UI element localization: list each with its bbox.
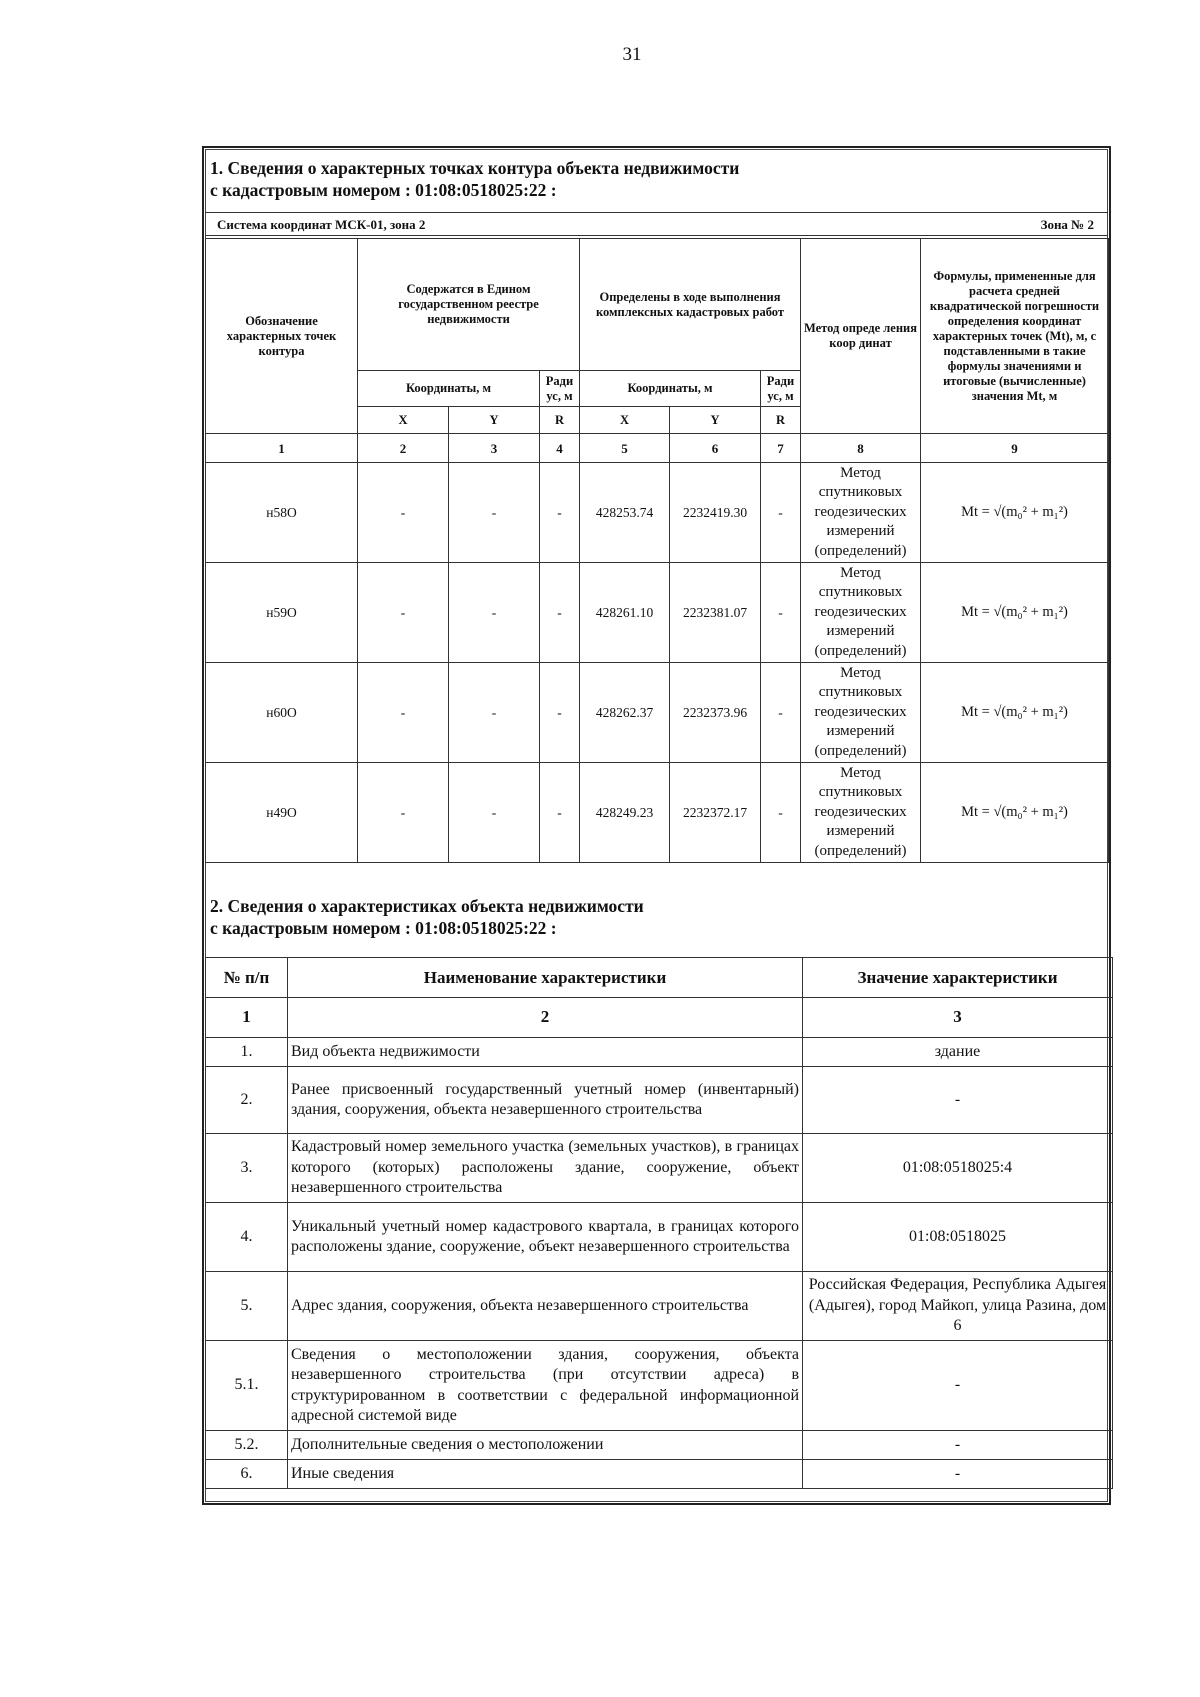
table-row: [206, 763, 1109, 863]
row-num: 5.: [206, 1272, 288, 1341]
header-radius-egrn: Ради ус, м: [540, 371, 580, 407]
egrn-x: -: [358, 663, 449, 763]
header-radius-complex: Ради ус, м: [761, 371, 801, 407]
row-value: 01:08:0518025:4: [803, 1134, 1113, 1203]
complex-r: -: [761, 663, 801, 763]
col-number: 2: [358, 434, 449, 463]
header-formula: Формулы, примененные для расчета средней квадратической погрешности определения координат характерных точек (Mt), м, с подставленными в такие формулы значениями и итоговые (вычисленные) значения Mt, м: [921, 239, 1109, 434]
header-r-egrn: R: [540, 407, 580, 434]
method-cell: Метод спутниковых геодезических измерений (определений): [801, 663, 921, 763]
row-num: 6.: [206, 1460, 288, 1489]
egrn-y: -: [449, 663, 540, 763]
complex-x: 428253.74: [580, 463, 670, 563]
header-num: № п/п: [206, 958, 288, 998]
method-cell: Метод спутниковых геодезических измерений (определений): [801, 463, 921, 563]
complex-r: -: [761, 763, 801, 863]
table-row: [206, 463, 1109, 563]
egrn-x: -: [358, 563, 449, 663]
col-number: 5: [580, 434, 670, 463]
table-row: [206, 1067, 1113, 1134]
row-name: Кадастровый номер земельного участка (земельных участков), в границах которого (которых) расположены здание, сооружение, объект незавершенного строительства: [288, 1134, 803, 1203]
zone-label: Зона № 2: [1040, 217, 1094, 232]
col-number: 8: [801, 434, 921, 463]
row-value: 01:08:0518025: [803, 1203, 1113, 1272]
egrn-y: -: [449, 763, 540, 863]
method-cell: Метод спутниковых геодезических измерений (определений): [801, 763, 921, 863]
row-name: Сведения о местоположении здания, сооружения, объекта незавершенного строительства (при отсутствии адреса) в структурированном в соответствии с федеральной информационной адресной системой виде: [288, 1341, 803, 1431]
row-num: 4.: [206, 1203, 288, 1272]
col-number: 3: [803, 998, 1113, 1038]
formula-cell: Mt = √(m₀² + m₁²): [921, 463, 1109, 563]
row-value: -: [803, 1460, 1113, 1489]
header-r-complex: R: [761, 407, 801, 434]
section2-title-line1: 2. Сведения о характеристиках объекта недвижимости: [210, 896, 644, 916]
header-x-complex: X: [580, 407, 670, 434]
row-name: Уникальный учетный номер кадастрового квартала, в границах которого расположены здание, сооружение, объект незавершенного строительства: [288, 1203, 803, 1272]
header-y-egrn: Y: [449, 407, 540, 434]
egrn-r: -: [540, 563, 580, 663]
table-row: [206, 1038, 1113, 1067]
header-value: Значение характеристики: [803, 958, 1113, 998]
col-number: 6: [670, 434, 761, 463]
complex-x: 428249.23: [580, 763, 670, 863]
point-id: н60О: [206, 663, 358, 763]
section1-title-line1: 1. Сведения о характерных точках контура объекта недвижимости: [210, 158, 740, 178]
col-number: 1: [206, 434, 358, 463]
col-number: 1: [206, 998, 288, 1038]
row-name: Ранее присвоенный государственный учетный номер (инвентарный) здания, сооружения, объекта незавершенного строительства: [288, 1067, 803, 1134]
complex-x: 428262.37: [580, 663, 670, 763]
row-value: -: [803, 1341, 1113, 1431]
section1-title-line2: с кадастровым номером : 01:08:0518025:22 :: [210, 180, 557, 200]
coord-system-line: [205, 212, 1108, 236]
point-id: н49О: [206, 763, 358, 863]
egrn-x: -: [358, 763, 449, 863]
section2-title-line2: с кадастровым номером : 01:08:0518025:22 :: [210, 918, 557, 938]
egrn-r: -: [540, 463, 580, 563]
complex-y: 2232419.30: [670, 463, 761, 563]
complex-r: -: [761, 563, 801, 663]
row-name: Адрес здания, сооружения, объекта незавершенного строительства: [288, 1272, 803, 1341]
row-value: здание: [803, 1038, 1113, 1067]
table-row: [206, 663, 1109, 763]
header-y-complex: Y: [670, 407, 761, 434]
point-id: н58О: [206, 463, 358, 563]
header-x-egrn: X: [358, 407, 449, 434]
formula-cell: Mt = √(m₀² + m₁²): [921, 663, 1109, 763]
row-value: -: [803, 1431, 1113, 1460]
complex-x: 428261.10: [580, 563, 670, 663]
col-number: 9: [921, 434, 1109, 463]
egrn-y: -: [449, 463, 540, 563]
method-cell: Метод спутниковых геодезических измерений (определений): [801, 563, 921, 663]
row-name: Вид объекта недвижимости: [288, 1038, 803, 1067]
coord-system: Система координат МСК-01, зона 2: [217, 217, 426, 232]
table-row: [206, 1134, 1113, 1203]
row-num: 1.: [206, 1038, 288, 1067]
header-complex: Определены в ходе выполнения комплексных кадастровых работ: [580, 239, 801, 371]
complex-y: 2232372.17: [670, 763, 761, 863]
formula-cell: Mt = √(m₀² + m₁²): [921, 763, 1109, 863]
row-num: 5.2.: [206, 1431, 288, 1460]
col-number: 4: [540, 434, 580, 463]
section1-title: [210, 157, 739, 201]
header-method: Метод опреде ления коор динат: [801, 239, 921, 434]
header-egrn: Содержатся в Едином государственном реестре недвижимости: [358, 239, 580, 371]
col-number: 3: [449, 434, 540, 463]
table-row: [206, 1431, 1113, 1460]
col-number: 7: [761, 434, 801, 463]
section2-title: [210, 895, 644, 939]
header-coords-complex: Координаты, м: [580, 371, 761, 407]
egrn-y: -: [449, 563, 540, 663]
row-name: Дополнительные сведения о местоположении: [288, 1431, 803, 1460]
points-table: [205, 238, 1109, 863]
complex-r: -: [761, 463, 801, 563]
header-coords-egrn: Координаты, м: [358, 371, 540, 407]
formula-cell: Mt = √(m₀² + m₁²): [921, 563, 1109, 663]
header-point: Обозначение характерных точек контура: [206, 239, 358, 434]
row-num: 2.: [206, 1067, 288, 1134]
table-row: [206, 1341, 1113, 1431]
table-row: [206, 1272, 1113, 1341]
table-row: [206, 1203, 1113, 1272]
header-name: Наименование характеристики: [288, 958, 803, 998]
complex-y: 2232373.96: [670, 663, 761, 763]
egrn-r: -: [540, 663, 580, 763]
complex-y: 2232381.07: [670, 563, 761, 663]
table-row: [206, 1460, 1113, 1489]
row-name: Иные сведения: [288, 1460, 803, 1489]
col-number: 2: [288, 998, 803, 1038]
egrn-x: -: [358, 463, 449, 563]
row-value: -: [803, 1067, 1113, 1134]
table-row: [206, 563, 1109, 663]
page-number: 31: [622, 44, 642, 65]
row-num: 3.: [206, 1134, 288, 1203]
characteristics-table: [205, 957, 1113, 1489]
row-num: 5.1.: [206, 1341, 288, 1431]
row-value: Российская Федерация, Республика Адыгея (Адыгея), город Майкоп, улица Разина, дом 6: [803, 1272, 1113, 1341]
point-id: н59О: [206, 563, 358, 663]
egrn-r: -: [540, 763, 580, 863]
